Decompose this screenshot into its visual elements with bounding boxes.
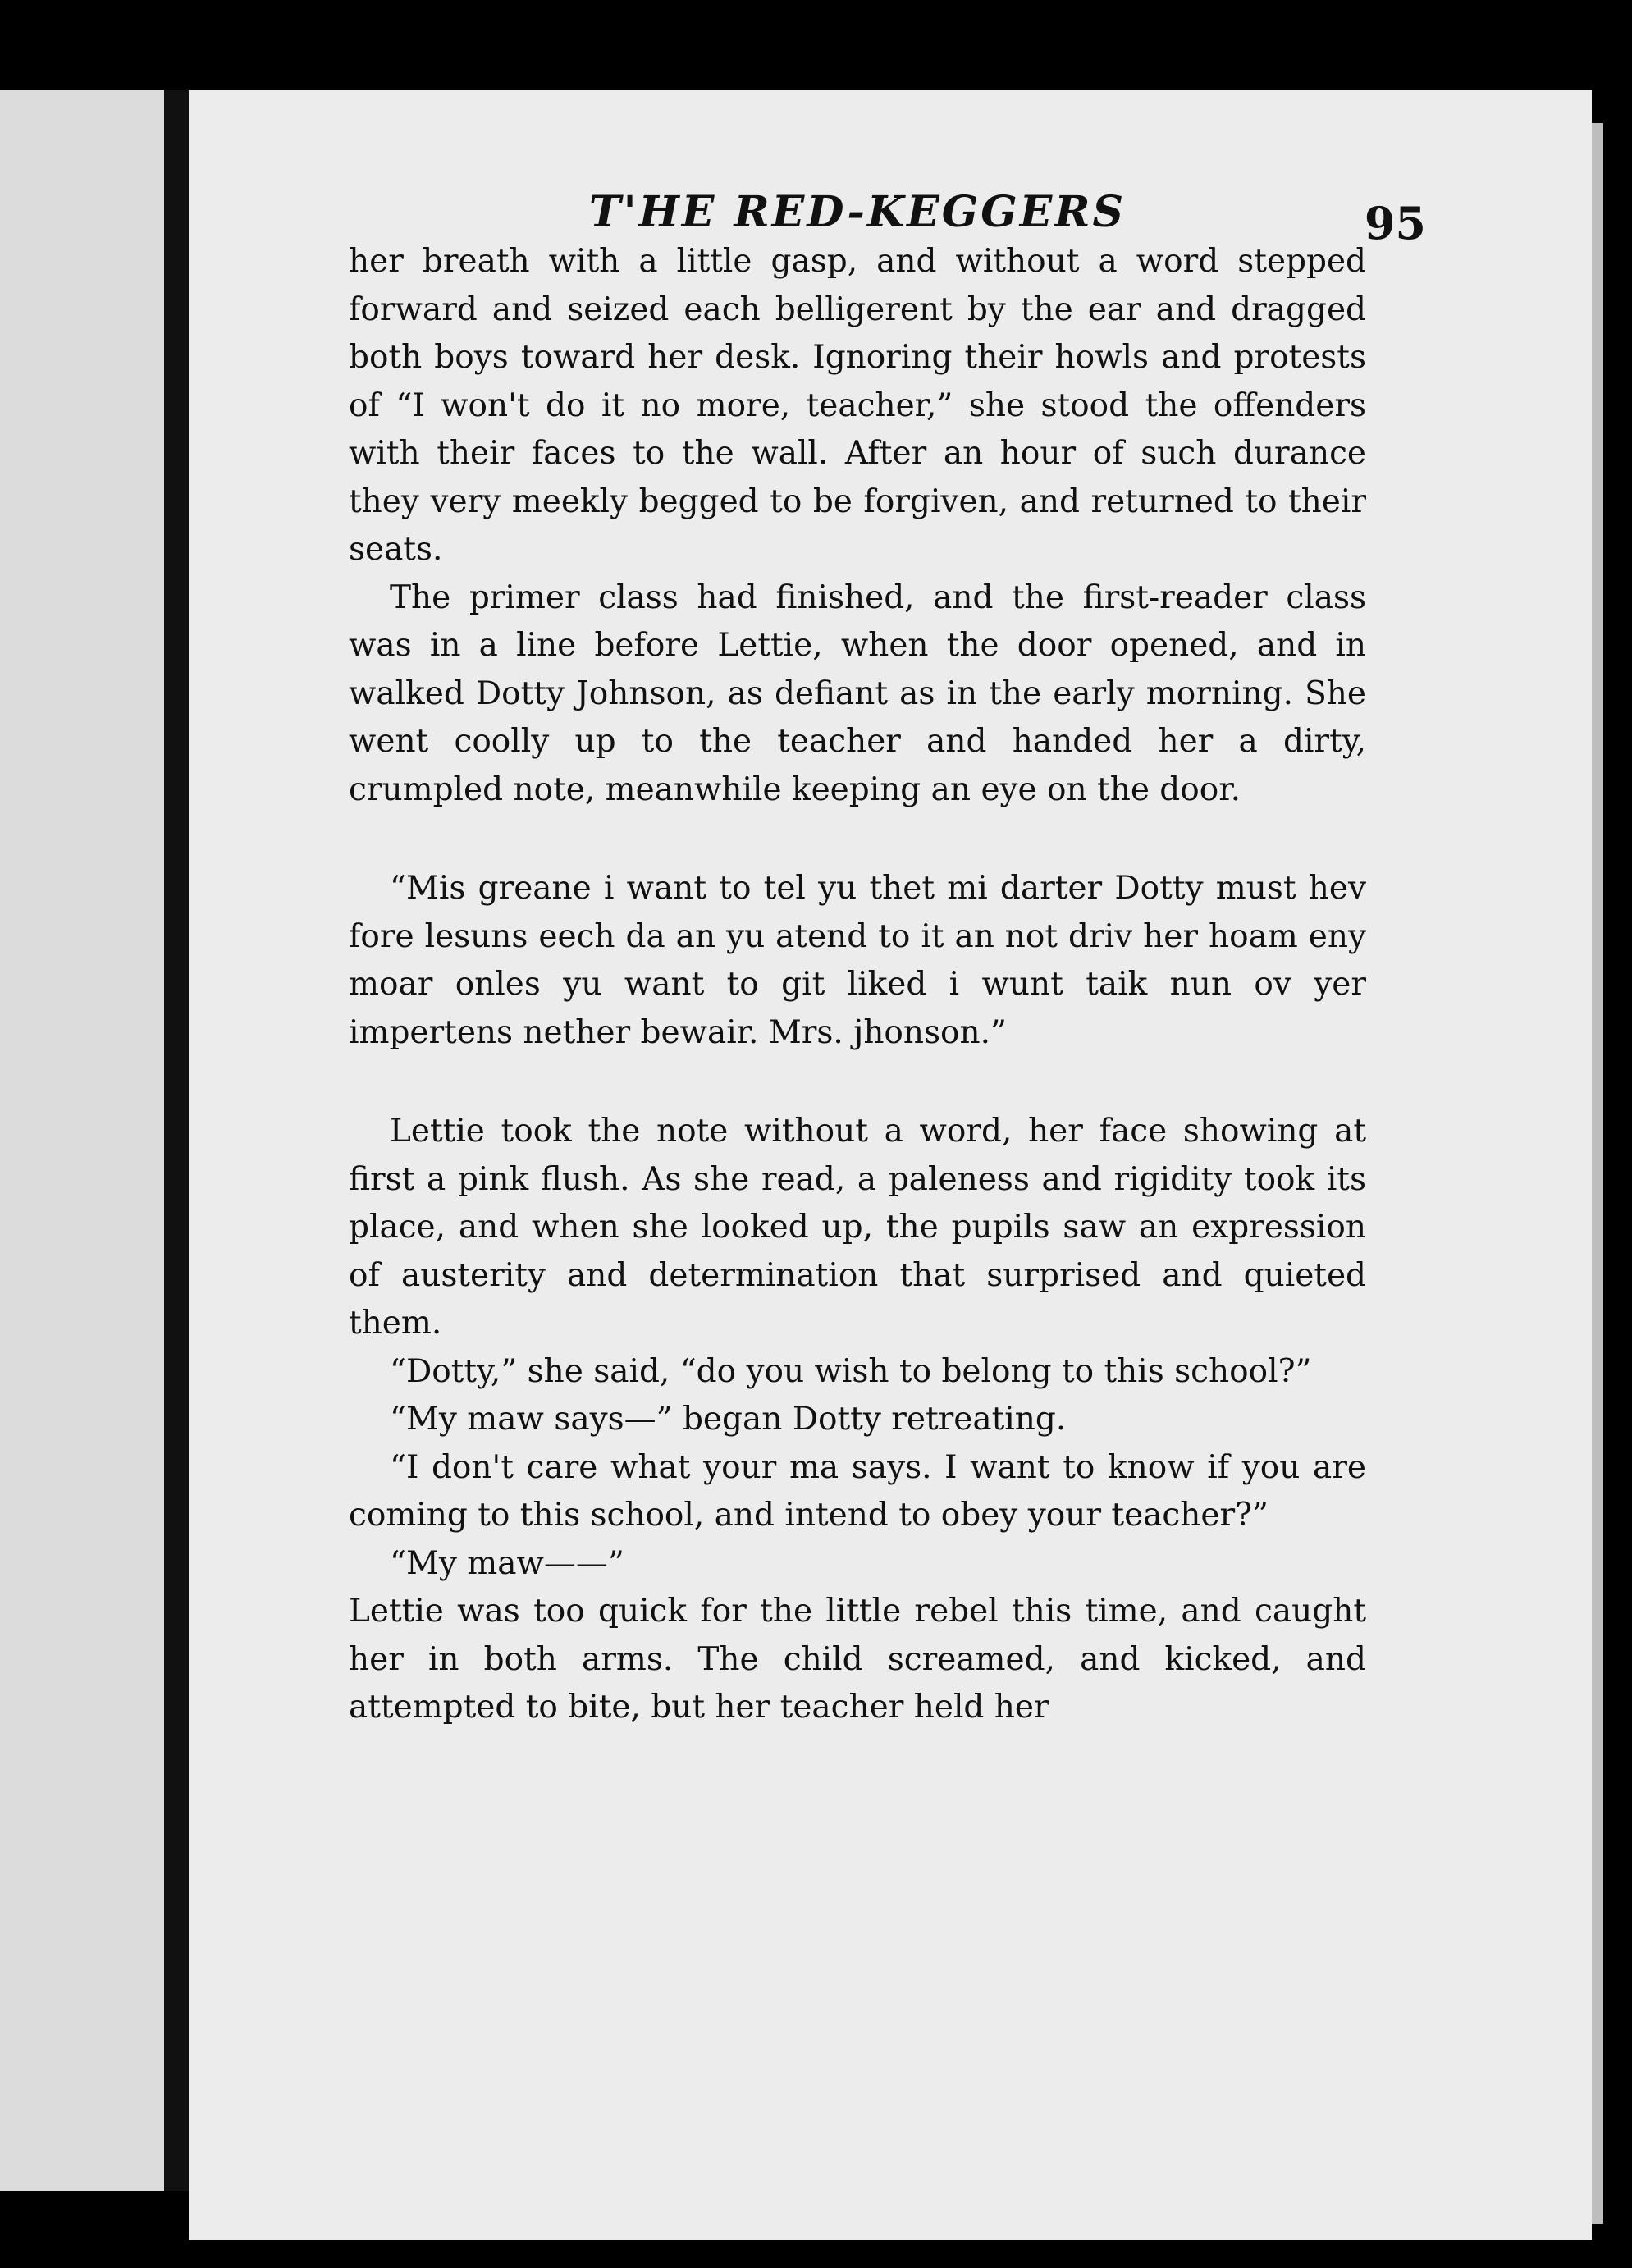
page-number: 95: [1364, 197, 1426, 249]
book-gutter: [164, 90, 189, 2191]
paragraph: “Dotty,” she said, “do you wish to belong to this school?”: [390, 1352, 1312, 1390]
paragraph: Lettie was too quick for the little rebel this time, and caught her in both arms. The child screamed, and kicked, and attempted to bite, but her teacher held her: [349, 1593, 1366, 1726]
paragraph: her breath with a little gasp, and without a word stepped forward and seized each belligerent by the ear and dragged both boys toward her desk. Ignoring their howls and protests of “I won't do it no more, teacher,” she stood the offenders with their faces to the wall. After an hour of such durance they very meekly begged to be forgiven, and returned to their seats.: [349, 243, 1366, 568]
page-body: [349, 238, 1366, 1732]
paragraph: “I don't care what your ma says. I want to know if you are coming to this school, and intend to obey your teacher?”: [349, 1448, 1366, 1534]
paragraph: The primer class had finished, and the first-reader class was in a line before Lettie, when the door opened, and in walked Dotty Johnson, as defiant as in the early morning. She went coolly up to the teacher and handed her a dirty, crumpled note, meanwhile keeping an eye on the door.: [349, 578, 1366, 808]
page-edge: [1592, 123, 1603, 2224]
paragraph: “My maw says—” began Dotty retreating.: [390, 1401, 1067, 1438]
facing-page-edge: [0, 90, 164, 2191]
paragraph: Lettie took the note without a word, her face showing at first a pink flush. As she read, a paleness and rigidity took its place, and when she looked up, the pupils saw an expression of austerity and determination that surprised and quieted them.: [349, 1113, 1366, 1342]
running-head: T'HE RED-KEGGERS: [588, 187, 1127, 237]
quoted-note: “Mis greane i want to tel yu thet mi darter Dotty must hev fore lesuns eech da an yu atend to it an not driv her hoam eny moar onles yu want to git liked i wunt taik nun ov yer impertens nether bewair. Mrs. jhonson.”: [349, 870, 1366, 1051]
paragraph: “My maw——”: [390, 1544, 624, 1582]
